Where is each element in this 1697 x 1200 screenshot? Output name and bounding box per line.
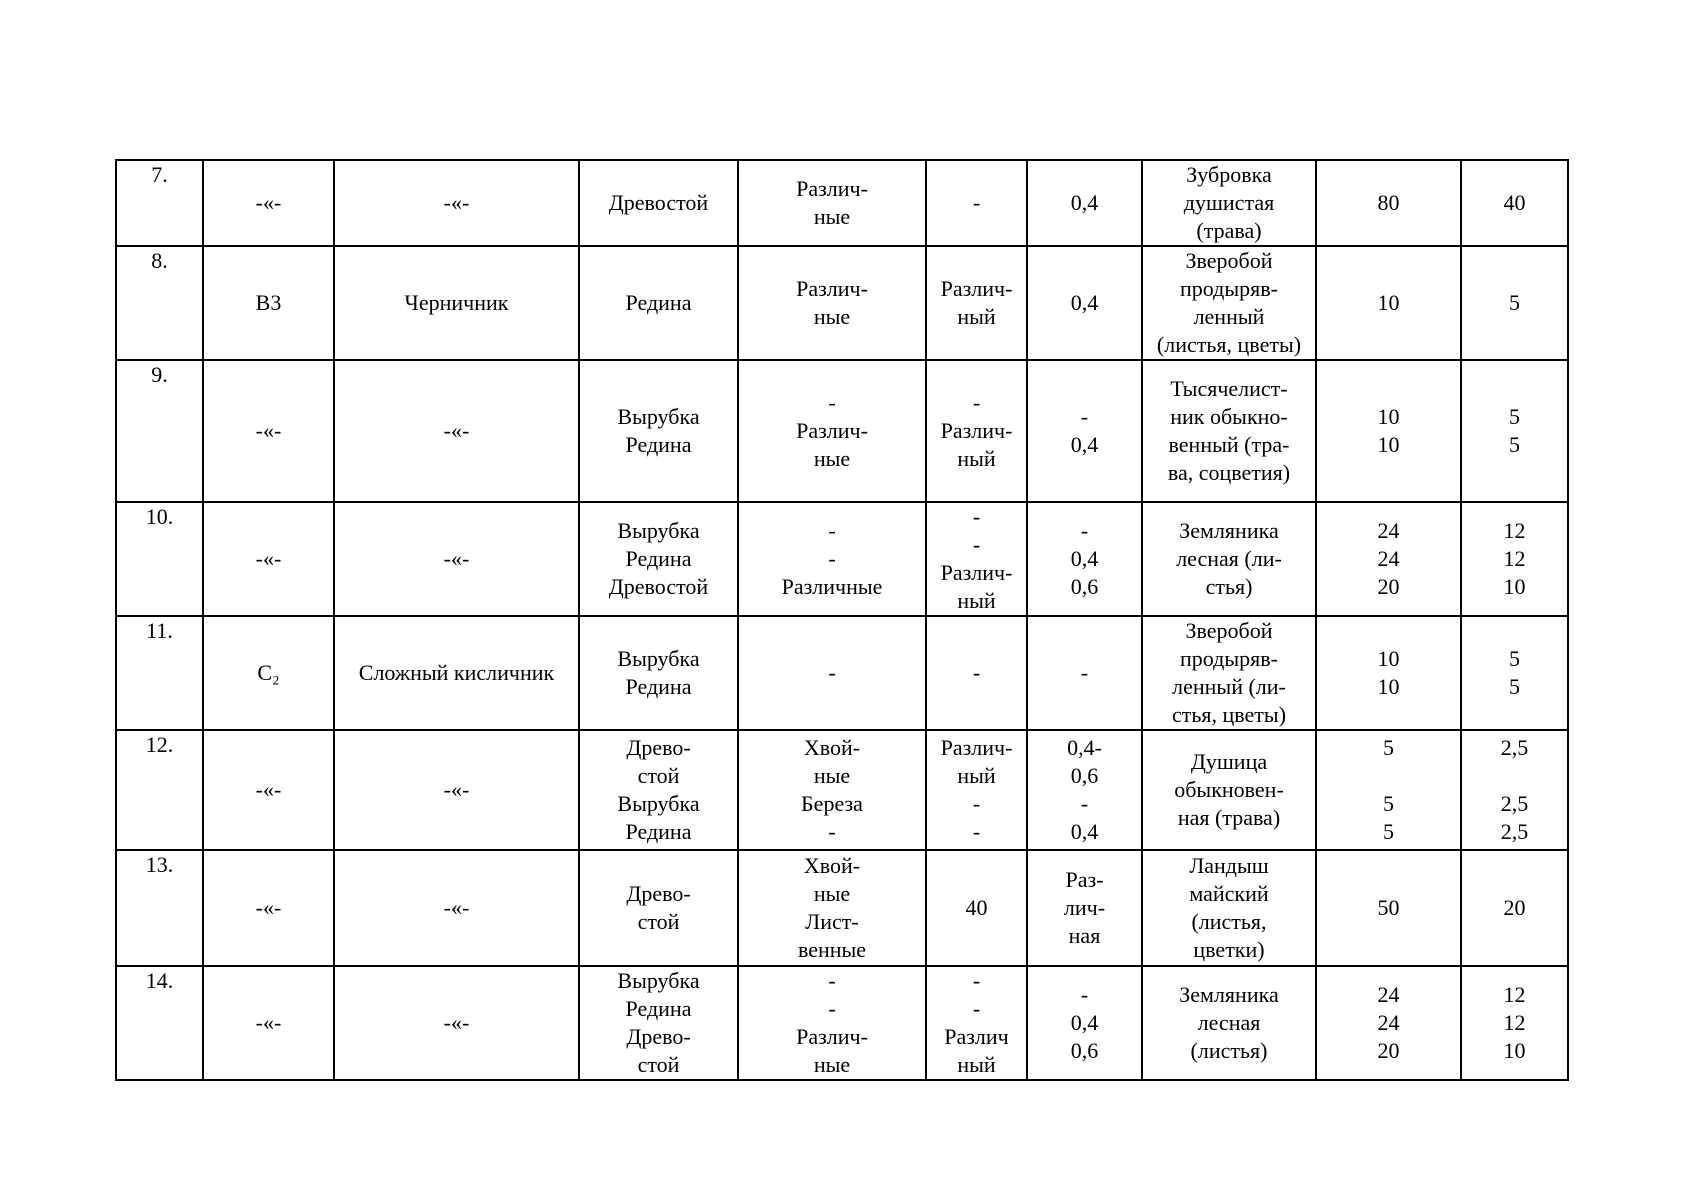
yield-cell-2: 5 5 bbox=[1461, 616, 1568, 730]
cover-cell: - bbox=[926, 616, 1027, 730]
plant-cell: Земляника лесная (листья) bbox=[1142, 966, 1316, 1080]
density-cell: 0,4- 0,6 - 0,4 bbox=[1027, 730, 1142, 850]
table-row bbox=[116, 502, 1568, 616]
cover-cell: Различ- ный - - bbox=[926, 730, 1027, 850]
species-cell: Различ- ные bbox=[738, 246, 926, 360]
species-cell: - bbox=[738, 616, 926, 730]
type-cell: -«- bbox=[203, 160, 334, 246]
row-number: 11. bbox=[116, 616, 203, 730]
density-cell: - 0,4 0,6 bbox=[1027, 502, 1142, 616]
plant-cell: Зверобой продыряв- ленный (листья, цветы) bbox=[1142, 246, 1316, 360]
yield-cell: 5 5 5 bbox=[1316, 730, 1461, 850]
species-cell: Различ- ные bbox=[738, 160, 926, 246]
density-cell: 0,4 bbox=[1027, 160, 1142, 246]
yield-cell-2: 2,5 2,5 2,5 bbox=[1461, 730, 1568, 850]
cover-cell: - - Различ- ный bbox=[926, 502, 1027, 616]
site-cell: Вырубка Редина Древо- стой bbox=[579, 966, 738, 1080]
data-table bbox=[115, 159, 1569, 1081]
type-cell: С₂ bbox=[203, 616, 334, 730]
cover-cell: - Различ- ный bbox=[926, 360, 1027, 502]
species-cell: Хвой- ные Лист- венные bbox=[738, 850, 926, 966]
row-number: 7. bbox=[116, 160, 203, 246]
cover-cell: Различ- ный bbox=[926, 246, 1027, 360]
plant-cell: Зверобой продыряв- ленный (ли- стья, цветы) bbox=[1142, 616, 1316, 730]
species-cell: - Различ- ные bbox=[738, 360, 926, 502]
cover-cell: - bbox=[926, 160, 1027, 246]
plant-cell: Душица обыкновен- ная (трава) bbox=[1142, 730, 1316, 850]
species-cell: - - Различ- ные bbox=[738, 966, 926, 1080]
forest-type-cell: Черничник bbox=[334, 246, 579, 360]
type-cell: -«- bbox=[203, 966, 334, 1080]
yield-cell: 10 10 bbox=[1316, 616, 1461, 730]
type-cell: -«- bbox=[203, 502, 334, 616]
yield-cell-2: 12 12 10 bbox=[1461, 502, 1568, 616]
plant-cell: Ландыш майский (листья, цветки) bbox=[1142, 850, 1316, 966]
table-row bbox=[116, 246, 1568, 360]
density-cell: - 0,4 bbox=[1027, 360, 1142, 502]
site-cell: Древо- стой Вырубка Редина bbox=[579, 730, 738, 850]
row-number: 14. bbox=[116, 966, 203, 1080]
row-number: 13. bbox=[116, 850, 203, 966]
forest-type-cell: -«- bbox=[334, 730, 579, 850]
cover-cell: 40 bbox=[926, 850, 1027, 966]
table-row bbox=[116, 160, 1568, 246]
site-cell: Вырубка Редина bbox=[579, 616, 738, 730]
yield-cell-2: 5 5 bbox=[1461, 360, 1568, 502]
table-row bbox=[116, 966, 1568, 1080]
yield-cell-2: 40 bbox=[1461, 160, 1568, 246]
row-number: 8. bbox=[116, 246, 203, 360]
yield-cell: 50 bbox=[1316, 850, 1461, 966]
yield-cell: 24 24 20 bbox=[1316, 502, 1461, 616]
plant-cell: Зубровка душистая (трава) bbox=[1142, 160, 1316, 246]
forest-type-cell: -«- bbox=[334, 850, 579, 966]
cover-cell: - - Различ ный bbox=[926, 966, 1027, 1080]
type-cell: -«- bbox=[203, 730, 334, 850]
forest-type-cell: -«- bbox=[334, 160, 579, 246]
forest-type-cell: -«- bbox=[334, 966, 579, 1080]
species-cell: - - Различные bbox=[738, 502, 926, 616]
density-cell: 0,4 bbox=[1027, 246, 1142, 360]
plant-cell: Земляника лесная (ли- стья) bbox=[1142, 502, 1316, 616]
forest-type-cell: Сложный кисличник bbox=[334, 616, 579, 730]
type-cell: -«- bbox=[203, 360, 334, 502]
yield-cell-2: 5 bbox=[1461, 246, 1568, 360]
site-cell: Вырубка Редина Древостой bbox=[579, 502, 738, 616]
table-row bbox=[116, 850, 1568, 966]
species-cell: Хвой- ные Береза - bbox=[738, 730, 926, 850]
plant-cell: Тысячелист- ник обыкно- венный (тра- ва, соцветия) bbox=[1142, 360, 1316, 502]
site-cell: Древостой bbox=[579, 160, 738, 246]
yield-cell-2: 12 12 10 bbox=[1461, 966, 1568, 1080]
row-number: 12. bbox=[116, 730, 203, 850]
row-number: 9. bbox=[116, 360, 203, 502]
yield-cell: 80 bbox=[1316, 160, 1461, 246]
site-cell: Вырубка Редина bbox=[579, 360, 738, 502]
site-cell: Древо- стой bbox=[579, 850, 738, 966]
yield-cell: 24 24 20 bbox=[1316, 966, 1461, 1080]
yield-cell: 10 bbox=[1316, 246, 1461, 360]
forest-type-cell: -«- bbox=[334, 502, 579, 616]
type-cell: -«- bbox=[203, 850, 334, 966]
density-cell: - bbox=[1027, 616, 1142, 730]
table-row bbox=[116, 616, 1568, 730]
density-cell: Раз- лич- ная bbox=[1027, 850, 1142, 966]
row-number: 10. bbox=[116, 502, 203, 616]
forest-type-cell: -«- bbox=[334, 360, 579, 502]
yield-cell: 10 10 bbox=[1316, 360, 1461, 502]
site-cell: Редина bbox=[579, 246, 738, 360]
type-cell: В3 bbox=[203, 246, 334, 360]
table-row bbox=[116, 730, 1568, 850]
yield-cell-2: 20 bbox=[1461, 850, 1568, 966]
density-cell: - 0,4 0,6 bbox=[1027, 966, 1142, 1080]
table-row bbox=[116, 360, 1568, 502]
